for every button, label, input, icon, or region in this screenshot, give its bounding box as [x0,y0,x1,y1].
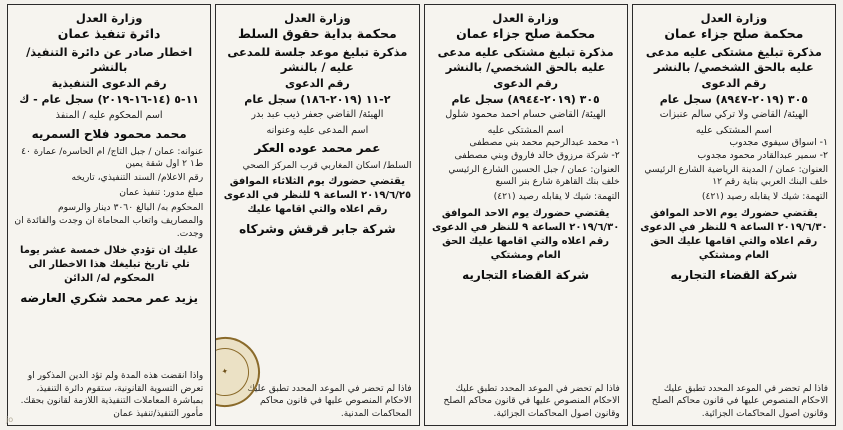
creditor-signature: يزيد عمر محمد شكري العارضه [20,290,199,305]
defendant-2: ٢- سمير عبدالقادر محمود مجدوب [697,149,828,161]
stamp-inner-ring: ✦ [215,344,253,401]
execution-deed-line: رقم الاعلام/ السند التنفيذي، تاريخه [71,172,204,184]
notice-subject: مذكرة تبليغ مشتكى عليه مدعى عليه بالحق الشخصي/ بالنشر [645,44,822,74]
judge-panel: الهيئة/ القاضي حسام احمد محمود شلول [445,109,606,121]
notice-subject: مذكرة تبليغ مشتكى عليه مدعى عليه بالحق الشخصي/ بالنشر [437,44,614,74]
case-number-value: ٣٠٥ (٢٠١٩-٨٩٤٤) سجل عام [451,92,600,106]
legal-notice-conciliation-8947 [632,4,836,426]
party-address: عنوانه: عمان / جبل التاج/ ام الحاسره/ عمارة ٤٠ ط١ ٢ اول شقة يمين [21,146,204,170]
legal-notice-execution [7,4,211,426]
charge-text: التهمة: شيك لا يقابله رصيد (٤٢١) [701,190,828,202]
execution-amount-line: المحكوم به/ البالغ ٣٠٦٠ دينار والرسوم والمصاريف واتعاب المحاماة ان وجدت والفائدة ان وجدت. [14,202,204,239]
notice-subject: اخطار صادر عن دائرة التنفيذ/بالنشر [26,44,193,74]
party-address: العنوان: عمان / جبل الحسين الشارع الرئيسي خلف بنك القاهرة شارع بنر السبع [448,165,620,188]
notice-footer: فاذا لم تحضر في الموعد المحدد تطبق عليك الاحكام المنصوص عليها في قانون محاكم الصلح وقانون اصول المحاكمات الجزائية. [651,383,828,420]
court-name: دائرة تنفيذ عمان [57,26,161,42]
defendant-label: اسم المشتكى عليه [487,124,564,136]
party-address: السلط/ اسكان المغاربي قرب المركز الصحي [242,161,412,172]
ministry-title: وزارة العدل [75,11,143,25]
ministry-title: وزارة العدل [700,11,768,25]
execution-office-line: مبلغ مدور: تنفيذ عمان [119,187,204,199]
summons-text: يقتضي حضورك يوم الاحد الموافق ٢٠١٩/٦/٣٠ الساعة ٩ للنظر في الدعوى رقم اعلاه والتي اقامها عليك الحق العام ومشتكي [640,207,828,261]
court-name: محكمة بداية حقوق السلط [238,26,397,42]
case-number-label: رقم الدعوى [285,76,350,90]
page-watermark: jo [6,415,14,424]
party-name: محمد محمود فلاح السمريه [31,126,187,141]
party-name: عمر محمد عوده العكر [254,141,381,156]
defendant-label: اسم المحكوم عليه / المنفذ [55,110,163,122]
court-name: محكمة صلح جزاء عمان [664,26,804,42]
notice-footer: فاذا لم تحضر في الموعد المحدد تطبق عليك الاحكام المنصوص عليها في قانون محاكم المحاكمات المدنية. [247,383,412,420]
defendant-label: اسم المشتكى عليه [695,124,772,136]
summons-text: يقتضي حضورك يوم الثلاثاء الموافق ٢٠١٩/٦/٢٥ الساعة ٩ للنظر في الدعوى رقم اعلاه والتي اقامها عليك [223,176,412,216]
defendant-1: ١- اسواق سيفوي مجدوب [729,137,828,149]
case-number-label: رقم الدعوى [493,76,558,90]
case-number-value: ١١-٥ (١٤-١٦-٢٠١٩) سجل عام - ك [19,92,199,106]
defendant-1: ١- محمد عبدالرحيم محمد بني مصطفى [469,137,620,149]
party-address: العنوان: عمان / المدينة الرياضية الشارع الرئيسي خلف البنك العربي بناية رقم ١٢ [644,165,828,188]
notice-subject: مذكرة تبليغ موعد جلسة للمدعى عليه / بالنشر [227,44,408,74]
legal-notice-conciliation-8944 [424,4,628,426]
plaintiff-signature: شركة القضاء التجاريه [670,267,798,282]
notice-footer: فاذا لم تحضر في الموعد المحدد تطبق عليك الاحكام المنصوص عليها في قانون محاكم الصلح وقانون اصول المحاكمات الجزائية. [443,383,620,420]
ministry-title: وزارة العدل [492,11,559,25]
ministry-title: وزارة العدل [284,11,351,25]
notice-footer: واذا انقضت هذه المدة ولم تؤد الدين المذكور او تعرض التسوية القانونية، ستقوم دائرة التنفيذ، بمباشرة المعاملات التنفيذية اللازمة لقانون بحقك. مأمور التنفيذ/تنفيذ عمان [20,370,204,420]
defendant-label: اسم المدعى عليه وعنوانه [266,124,369,136]
case-number-label: رقم الدعوى التنفيذية [51,76,167,90]
charge-text: التهمة: شيك لا يقابله رصيد (٤٢١) [493,190,620,202]
court-name: محكمة صلح جزاء عمان [456,26,596,42]
summons-text: يقتضي حضورك يوم الاحد الموافق ٢٠١٩/٦/٣٠ الساعة ٩ للنظر في الدعوى رقم اعلاه والتي اقامها عليك الحق العام ومشتكي [431,207,620,261]
judge-panel: الهيئة/ القاضي جعفر ذيب عبد بدر [251,109,384,121]
plaintiff-signature: شركة جابر قرقش وشركاه [239,222,396,237]
legal-notice-first-instance [215,4,419,426]
case-number-label: رقم الدعوى [701,76,767,90]
judge-panel: الهيئة/ القاضي ولا تركي سالم عنبزات [659,109,809,121]
defendant-2: ٢- شركة مرزوق خالد فاروق وبني مصطفى [454,149,620,161]
case-number-value: ٢-١١ (٢٠١٩-١٨٦) سجل عام [244,92,391,106]
plaintiff-signature: شركة القضاء التجاريه [462,267,590,282]
case-number-value: ٣٠٥ (٢٠١٩-٨٩٤٧) سجل عام [659,92,809,106]
summons-text: عليك ان تؤدي خلال خمسة عشر يوما تلي تاريخ تبليغك هذا الاخطار الى المحكوم له/ الدائن [19,244,199,284]
